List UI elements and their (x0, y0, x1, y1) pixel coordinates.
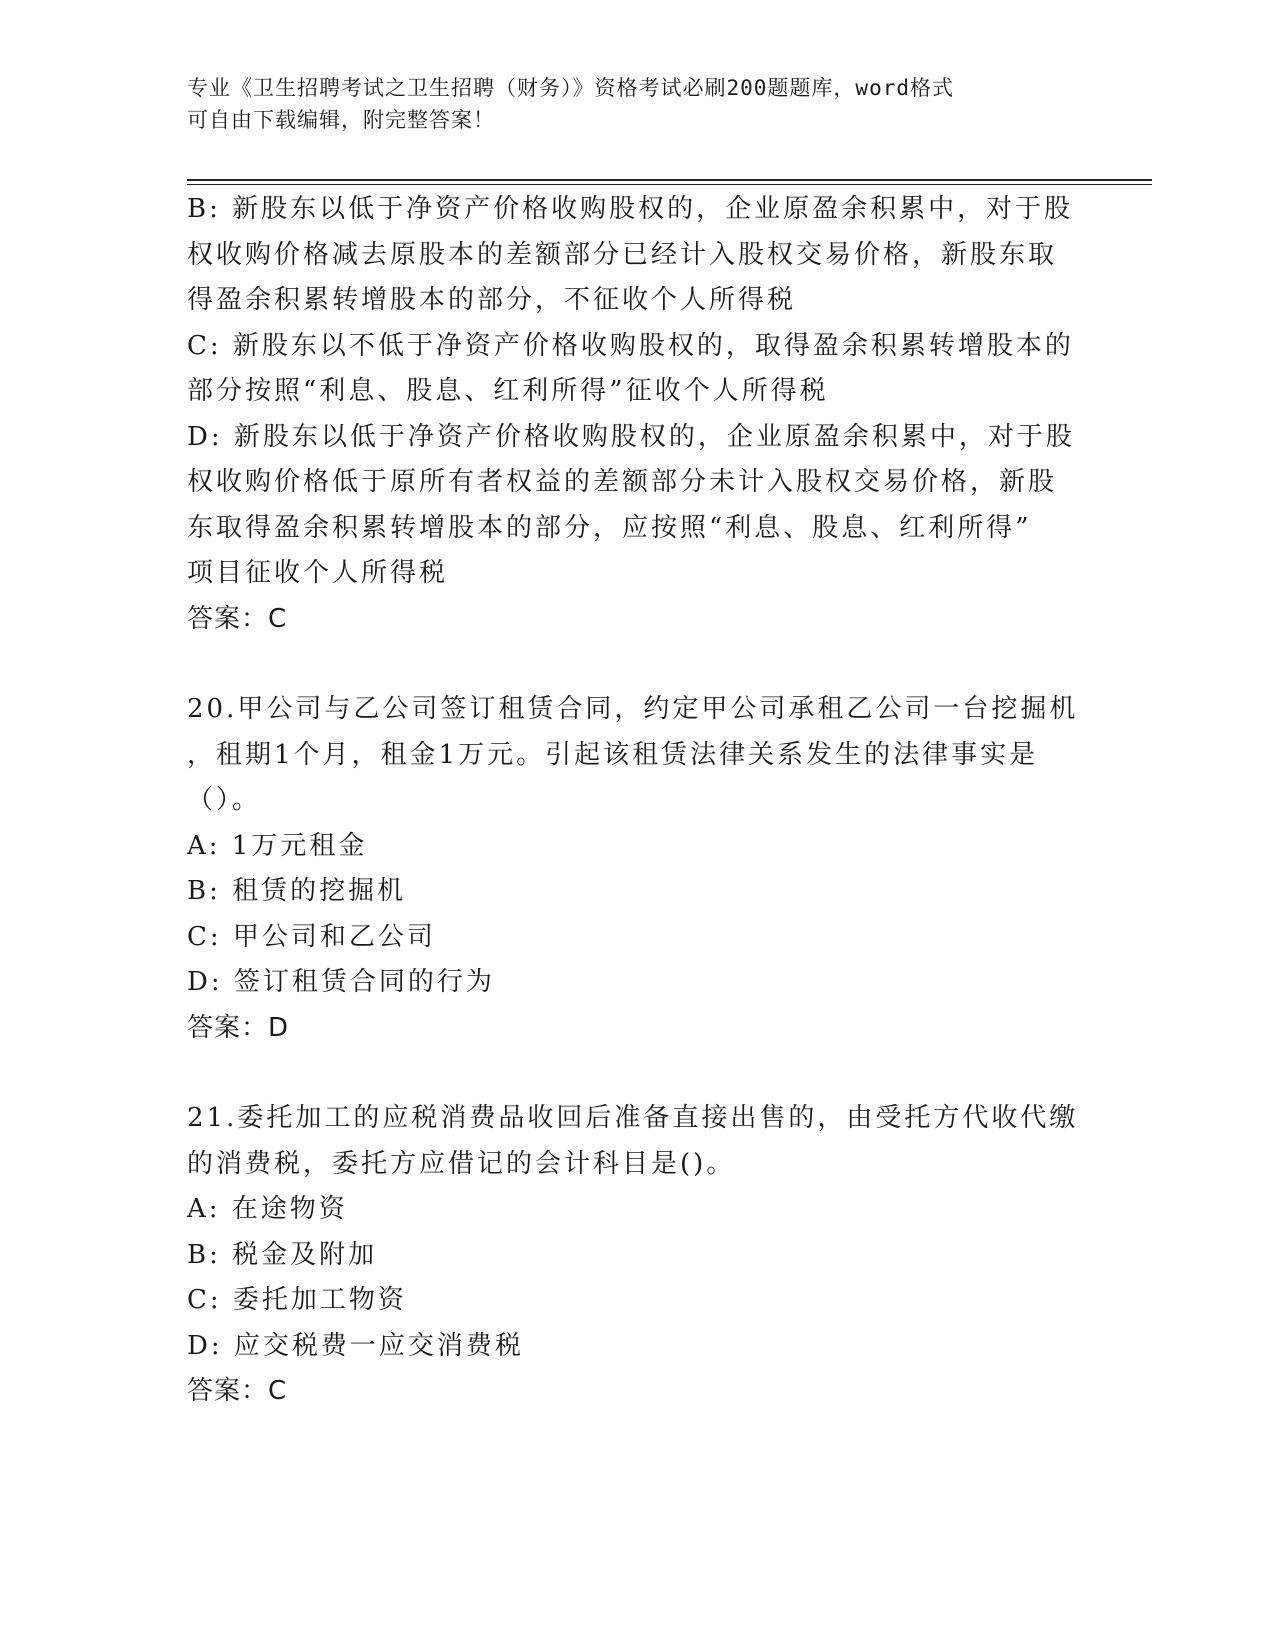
text-line: 得盈余积累转增股本的部分，不征收个人所得税 (187, 285, 797, 315)
document-body (187, 187, 1107, 1415)
text-line: B: 新股东以低于净资产价格收购股权的，企业原盈余积累中，对于股 (187, 194, 1074, 224)
header-divider-thick (187, 179, 1152, 181)
text-line: （）。 (187, 785, 262, 815)
text-line: 权收购价格低于原所有者权益的差额部分未计入股权交易价格，新股 (187, 467, 1058, 497)
text-line: D: 新股东以低于净资产价格收购股权的，企业原盈余积累中，对于股 (187, 421, 1075, 452)
text-line: 权收购价格减去原股本的差额部分已经计入股权交易价格，新股东取 (187, 239, 1058, 270)
option-d (187, 415, 1107, 597)
question-21 (187, 1096, 1107, 1415)
question-19-continued (187, 187, 1107, 642)
header-divider-thin (187, 184, 1152, 185)
question-stem (187, 1096, 1107, 1187)
option-d: D: 签订租赁合同的行为 (187, 967, 495, 997)
section-spacer (187, 642, 1107, 687)
option-b: B: 税金及附加 (187, 1239, 378, 1270)
option-c: C: 甲公司和乙公司 (187, 921, 436, 952)
text-line: 部分按照“利息、股息、红利所得”征收个人所得税 (187, 376, 829, 406)
option-d: D: 应交税费一应交消费税 (187, 1330, 524, 1361)
header-line-2: 可自由下载编辑，附完整答案！ (187, 108, 495, 132)
option-a: A: 在途物资 (187, 1194, 348, 1224)
answer-line: 答案：C (187, 1376, 288, 1406)
option-b: B: 租赁的挖掘机 (187, 876, 407, 906)
text-line: 的消费税，委托方应借记的会计科目是()。 (187, 1148, 736, 1179)
question-stem (187, 687, 1107, 824)
option-c (187, 324, 1107, 415)
answer-line: 答案：D (187, 1012, 290, 1043)
question-20 (187, 687, 1107, 1051)
text-line: ，租期1个月，租金1万元。引起该租赁法律关系发生的法律事实是 (187, 739, 1039, 770)
text-line: 21.委托加工的应税消费品收回后准备直接出售的，由受托方代收代缴 (187, 1103, 1079, 1133)
answer-line: 答案：C (187, 603, 288, 634)
text-line: C: 新股东以不低于净资产价格收购股权的，取得盈余积累转增股本的 (187, 330, 1074, 361)
header-line-1: 专业《卫生招聘考试之卫生招聘（财务）》资格考试必刷200题题库，word格式 (187, 76, 954, 100)
section-spacer (187, 1051, 1107, 1096)
text-line: 项目征收个人所得税 (187, 558, 449, 588)
text-line: 20.甲公司与乙公司签订租赁合同，约定甲公司承租乙公司一台挖掘机 (187, 694, 1079, 724)
text-line: 东取得盈余积累转增股本的部分，应按照“利息、股息、红利所得” (187, 512, 1032, 543)
option-b (187, 187, 1107, 324)
option-c: C: 委托加工物资 (187, 1285, 407, 1315)
option-a: A: 1万元租金 (187, 830, 368, 861)
page-header (187, 72, 1087, 136)
